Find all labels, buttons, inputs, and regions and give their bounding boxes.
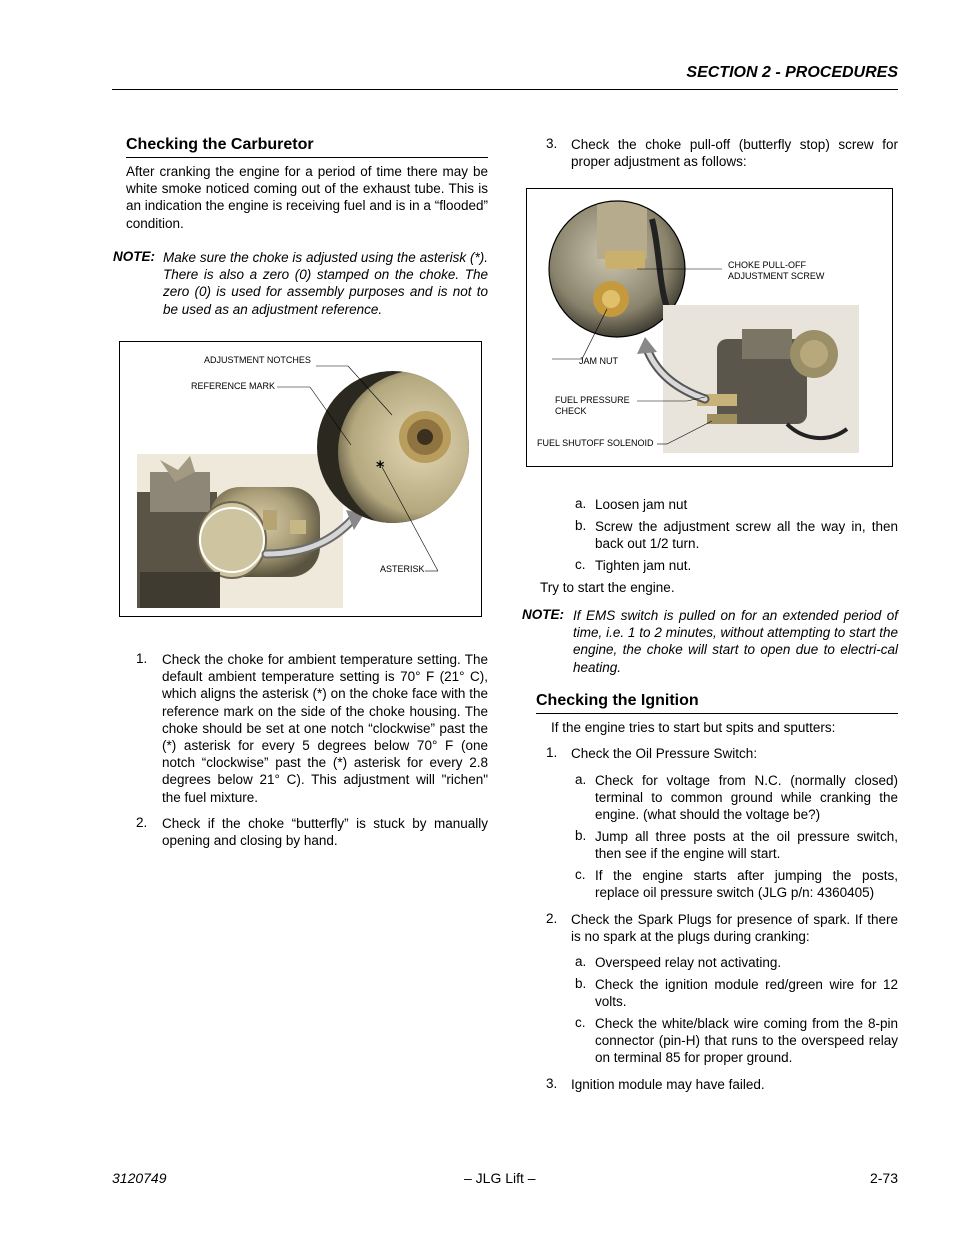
ign1-sub-b-text: Jump all three posts at the oil pressure switch, then see if the engine will start. <box>595 829 898 862</box>
choke-figure <box>119 341 482 617</box>
ign-step-1-number: 1. <box>546 745 558 760</box>
ign-step-3-number: 3. <box>546 1076 558 1091</box>
ign1-sub-a-text: Check for voltage from N.C. (normally closed) terminal to common ground while cranking the engine. (what should the voltage be?) <box>595 773 898 823</box>
ign1-sub-b-number: b. <box>575 828 587 843</box>
carburetor-heading: Checking the Carburetor <box>126 136 314 153</box>
note-label: NOTE: <box>113 249 155 264</box>
footer-center: – JLG Lift – <box>464 1170 536 1186</box>
ign-step-1-text: Check the Oil Pressure Switch: <box>571 746 758 761</box>
note-text: Make sure the choke is adjusted using the asterisk (*). There is also a zero (0) stamped on the choke. The zero (0) is used for assembly purposes and is not to be used as an adjustment reference. <box>163 250 488 317</box>
substep-b-number: b. <box>575 518 587 533</box>
step-2-number: 2. <box>136 815 148 830</box>
step-1-number: 1. <box>136 651 148 666</box>
callout-adjustment-notches: ADJUSTMENT NOTCHES <box>204 355 311 365</box>
ign2-sub-c-number: c. <box>575 1015 586 1030</box>
carburetor-intro: After cranking the engine for a period of time there may be white smoke noticed coming out of the exhaust tube. This is an indication the engine is receiving fuel and is in a “flooded” condition. <box>126 164 488 231</box>
ignition-heading-rule <box>536 713 898 714</box>
substep-b-text: Screw the adjustment screw all the way in, then back out 1/2 turn. <box>595 519 898 552</box>
substep-a-text: Loosen jam nut <box>595 497 688 512</box>
ignition-heading: Checking the Ignition <box>536 692 699 709</box>
note2-label: NOTE: <box>522 607 564 622</box>
ignition-intro: If the engine tries to start but spits and sputters: <box>551 720 836 735</box>
callout-fuel-pressure-check: FUEL PRESSURE CHECK <box>555 395 630 416</box>
ign-step-2-text: Check the Spark Plugs for presence of spark. If there is no spark at the plugs during cranking: <box>571 912 898 945</box>
ign-step-2-number: 2. <box>546 911 558 926</box>
ign2-sub-b-text: Check the ignition module red/green wire for 12 volts. <box>595 977 898 1010</box>
ign2-sub-a-number: a. <box>575 954 587 969</box>
callout-jam-nut: JAM NUT <box>579 356 618 366</box>
ign2-sub-c-text: Check the white/black wire coming from the 8-pin connector (pin-H) that runs to the overspeed relay on terminal 85 for proper ground. <box>595 1016 898 1066</box>
footer-page-number: 2-73 <box>869 1170 898 1186</box>
choke-pulloff-figure <box>526 188 893 467</box>
substep-a-number: a. <box>575 496 587 511</box>
ign1-sub-c-number: c. <box>575 867 586 882</box>
step-3-text: Check the choke pull-off (butterfly stop) screw for proper adjustment as follows: <box>571 137 898 170</box>
callout-reference-mark: REFERENCE MARK <box>191 381 276 391</box>
header-rule <box>112 89 898 90</box>
callout-fuel-shutoff-solenoid: FUEL SHUTOFF SOLENOID <box>537 438 654 448</box>
carburetor-illustration <box>527 189 892 466</box>
note2-text: If EMS switch is pulled on for an extended period of time, i.e. 1 to 2 minutes, without attempting to start the engine, the choke will start to open due to electri-cal heating. <box>573 608 898 675</box>
substep-c-number: c. <box>575 557 586 572</box>
ign2-sub-a-text: Overspeed relay not activating. <box>595 955 782 970</box>
try-start-text: Try to start the engine. <box>540 580 675 595</box>
footer-doc-number: 3120749 <box>112 1170 167 1186</box>
callout-choke-pulloff-screw: CHOKE PULL-OFF ADJUSTMENT SCREW <box>728 260 825 281</box>
step-2-text: Check if the choke “butterfly” is stuck by manually opening and closing by hand. <box>162 816 488 849</box>
asterisk-mark: * <box>376 457 385 476</box>
carburetor-heading-rule <box>126 157 488 158</box>
choke-illustration <box>120 342 481 616</box>
ign1-sub-a-number: a. <box>575 772 587 787</box>
ign-step-3-text: Ignition module may have failed. <box>571 1077 765 1092</box>
step-1-text: Check the choke for ambient temperature setting. The default ambient temperature setting is 70° F (21° C), which aligns the asterisk (*) on the choke face with the reference mark on the side of the choke housing. The choke should be set at one notch “clockwise” past the (*) asterisk for every 5 degrees below 70° F (one notch “clockwise” past the (*) asterisk for every 2.8 degrees below 21° C). This adjustment will "richen" the fuel mixture. <box>162 652 488 805</box>
step-3-number: 3. <box>546 136 558 151</box>
section-header: SECTION 2 - PROCEDURES <box>686 64 898 81</box>
ign1-sub-c-text: If the engine starts after jumping the posts, replace oil pressure switch (JLG p/n: 4360405) <box>595 868 898 901</box>
callout-asterisk: ASTERISK <box>380 564 425 574</box>
ign2-sub-b-number: b. <box>575 976 587 991</box>
substep-c-text: Tighten jam nut. <box>595 558 692 573</box>
